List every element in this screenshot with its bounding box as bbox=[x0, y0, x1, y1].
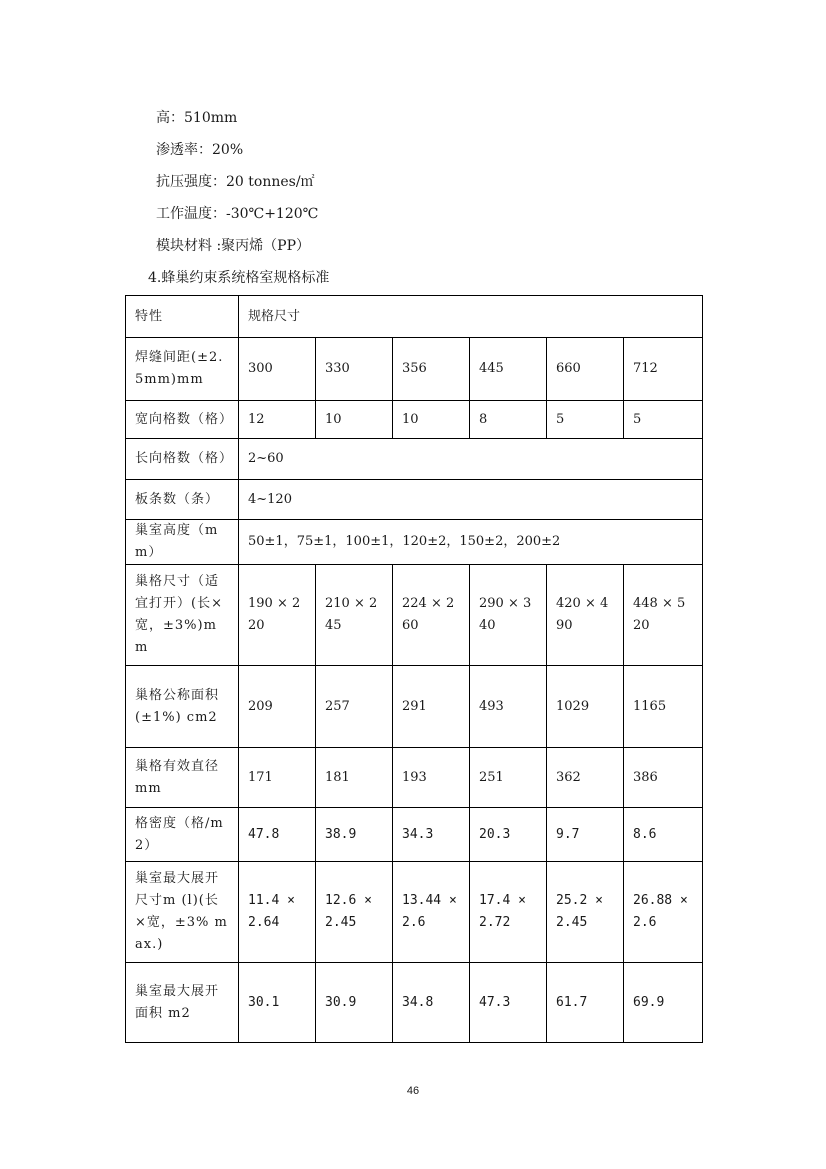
table-cell: 660 bbox=[547, 338, 624, 401]
table-cell: 10 bbox=[316, 401, 393, 439]
table-row bbox=[126, 963, 703, 1043]
row-label: 长向格数（格） bbox=[126, 439, 239, 480]
page-number: 46 bbox=[406, 1085, 420, 1097]
row-label: 巢室高度（mm） bbox=[126, 520, 239, 565]
table-cell: 445 bbox=[470, 338, 547, 401]
table-cell: 224 × 260 bbox=[393, 565, 470, 666]
table-cell: 12 bbox=[239, 401, 316, 439]
table-cell: 11.4 × 2.64 bbox=[239, 862, 316, 963]
table-cell: 17.4 × 2.72 bbox=[470, 862, 547, 963]
table-cell: 26.88 × 2.6 bbox=[624, 862, 703, 963]
table-cell: 1029 bbox=[547, 666, 624, 748]
table-cell: 5 bbox=[547, 401, 624, 439]
header-value-cell: 规格尺寸 bbox=[239, 296, 703, 338]
table-cell: 2~60 bbox=[239, 439, 703, 480]
table-cell: 34.8 bbox=[393, 963, 470, 1043]
table-cell: 251 bbox=[470, 748, 547, 808]
table-row bbox=[126, 862, 703, 963]
table-cell: 20.3 bbox=[470, 808, 547, 862]
table-cell: 30.1 bbox=[239, 963, 316, 1043]
table-cell: 47.3 bbox=[470, 963, 547, 1043]
header-label-cell: 特性 bbox=[126, 296, 239, 338]
table-row bbox=[126, 748, 703, 808]
table-cell: 8 bbox=[470, 401, 547, 439]
table-cell: 493 bbox=[470, 666, 547, 748]
row-label: 巢格公称面积(±1%) cm2 bbox=[126, 666, 239, 748]
table-cell: 448 × 520 bbox=[624, 565, 703, 666]
table-cell: 69.9 bbox=[624, 963, 703, 1043]
table-cell: 10 bbox=[393, 401, 470, 439]
table-cell: 171 bbox=[239, 748, 316, 808]
table-cell: 38.9 bbox=[316, 808, 393, 862]
permeability-spec: 渗透率：20% bbox=[156, 142, 244, 158]
module-material-spec: 模块材料 :聚丙烯（PP） bbox=[156, 238, 311, 254]
table-row bbox=[126, 666, 703, 748]
table-cell: 47.8 bbox=[239, 808, 316, 862]
table-cell: 210 × 245 bbox=[316, 565, 393, 666]
table-cell: 61.7 bbox=[547, 963, 624, 1043]
table-cell: 420 × 490 bbox=[547, 565, 624, 666]
table-cell: 4~120 bbox=[239, 480, 703, 520]
table-cell: 181 bbox=[316, 748, 393, 808]
row-label: 宽向格数（格） bbox=[126, 401, 239, 439]
table-row bbox=[126, 480, 703, 520]
table-cell: 209 bbox=[239, 666, 316, 748]
table-cell: 257 bbox=[316, 666, 393, 748]
table-cell: 1165 bbox=[624, 666, 703, 748]
table-cell: 30.9 bbox=[316, 963, 393, 1043]
table-row bbox=[126, 565, 703, 666]
compressive-strength-spec: 抗压强度：20 tonnes/㎡ bbox=[156, 174, 315, 190]
table-cell: 5 bbox=[624, 401, 703, 439]
table-row bbox=[126, 520, 703, 565]
table-cell: 356 bbox=[393, 338, 470, 401]
table-header-row bbox=[126, 296, 703, 338]
table-cell: 34.3 bbox=[393, 808, 470, 862]
row-label: 格密度（格/m2） bbox=[126, 808, 239, 862]
table-cell: 50±1，75±1，100±1，120±2，150±2，200±2 bbox=[239, 520, 703, 565]
specification-table-body bbox=[126, 296, 703, 1043]
table-cell: 712 bbox=[624, 338, 703, 401]
table-cell: 25.2 × 2.45 bbox=[547, 862, 624, 963]
height-spec: 高：510mm bbox=[156, 110, 238, 126]
table-cell: 291 bbox=[393, 666, 470, 748]
table-cell: 190 × 220 bbox=[239, 565, 316, 666]
row-label: 巢格尺寸（适宜打开）(长×宽，±3%)mm bbox=[126, 565, 239, 666]
specification-table bbox=[125, 295, 703, 1043]
row-label: 巢室最大展开面积 m2 bbox=[126, 963, 239, 1043]
table-row bbox=[126, 401, 703, 439]
table-cell: 300 bbox=[239, 338, 316, 401]
table-cell: 12.6 × 2.45 bbox=[316, 862, 393, 963]
table-row bbox=[126, 439, 703, 480]
section-title: 4.蜂巢约束系统格室规格标准 bbox=[148, 270, 330, 286]
table-cell: 290 × 340 bbox=[470, 565, 547, 666]
table-cell: 8.6 bbox=[624, 808, 703, 862]
table-cell: 330 bbox=[316, 338, 393, 401]
row-label: 巢室最大展开尺寸m (l)(长×宽，±3% max.) bbox=[126, 862, 239, 963]
table-cell: 13.44 × 2.6 bbox=[393, 862, 470, 963]
row-label: 板条数（条） bbox=[126, 480, 239, 520]
table-cell: 193 bbox=[393, 748, 470, 808]
row-label: 巢格有效直径 mm bbox=[126, 748, 239, 808]
table-row bbox=[126, 808, 703, 862]
row-label: 焊缝间距(±2.5mm)mm bbox=[126, 338, 239, 401]
table-cell: 9.7 bbox=[547, 808, 624, 862]
table-row bbox=[126, 338, 703, 401]
table-cell: 362 bbox=[547, 748, 624, 808]
operating-temperature-spec: 工作温度：-30℃+120℃ bbox=[156, 206, 319, 222]
table-cell: 386 bbox=[624, 748, 703, 808]
